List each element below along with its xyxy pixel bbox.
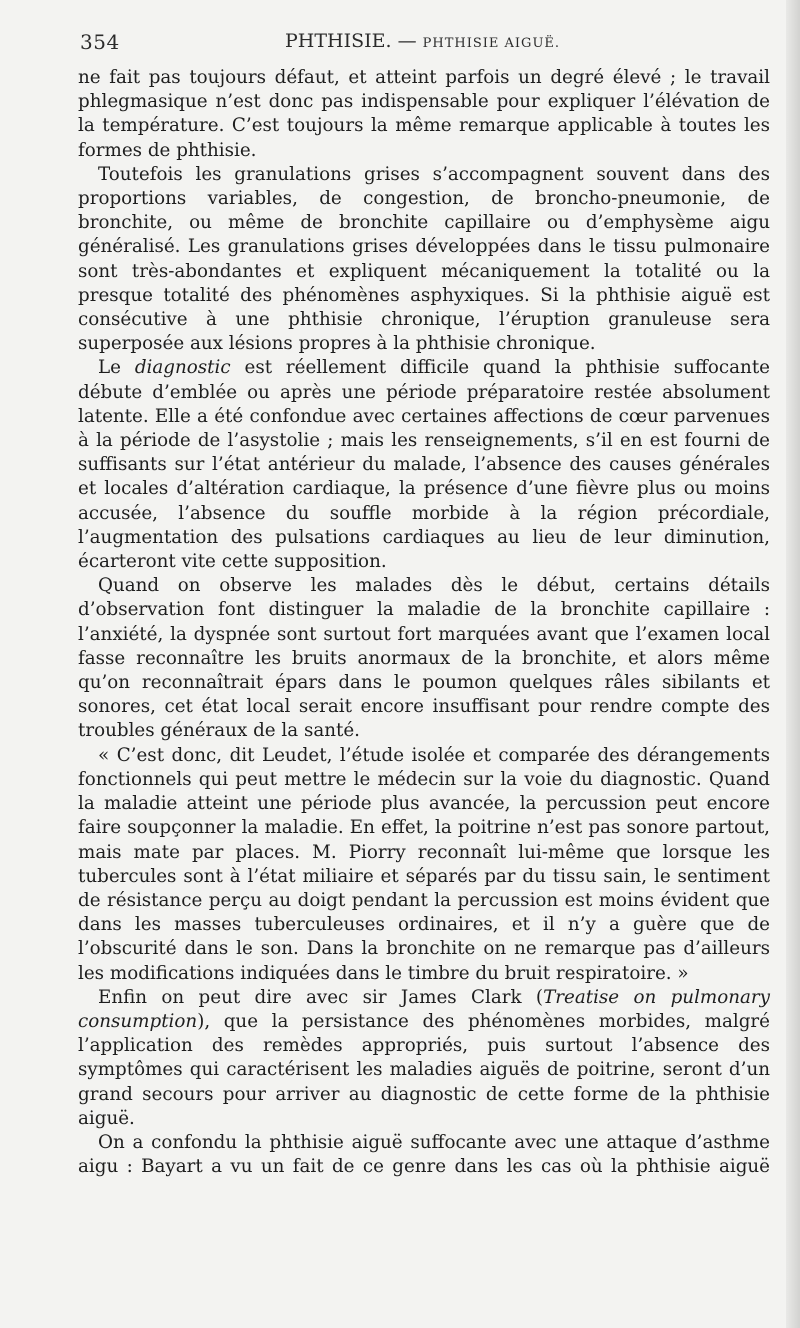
paragraph bbox=[78, 356, 770, 574]
text-run: On a confondu la phthisie aiguë suffocante avec une attaque d’asthme aigu : Bayart a vu un fait de ce genre dans les cas où la phthisie aiguë bbox=[78, 1131, 770, 1178]
running-subtitle: PHTHISIE AIGUË. bbox=[422, 36, 561, 51]
page-header bbox=[80, 30, 770, 58]
running-title: PHTHISIE. bbox=[285, 30, 392, 52]
text-run: Le bbox=[98, 357, 135, 379]
text-run: « C’est donc, dit Leudet, l’étude isolée et comparée des dérangements fonctionnels qui peut mettre le médecin sur la voie du diagnostic. Quand la maladie atteint une période plus avancée, la percussion peut encore faire soupçonner la maladie. En effet, la poitrine n’est pas sonore partout, mais mate par places. M. Piorry reconnaît lui-même que lorsque les tubercules sont à l’état miliaire et séparés par du tissu sain, le sentiment de résistance perçu au doigt pendant la percussion est moins évident que dans les masses tuberculeuses ordinaires, et il n’y a guère que de l’obscurité dans le son. Dans la bronchite on ne remarque pas d’ailleurs les modifications indiquées dans le timbre du bruit respiratoire. » bbox=[78, 744, 770, 984]
running-dash: — bbox=[391, 30, 423, 52]
running-head bbox=[285, 30, 560, 52]
page-number: 354 bbox=[80, 30, 120, 54]
text-run: est réellement difficile quand la phthisie suffocante débute d’emblée ou après une période préparatoire restée absolument latente. Elle a été confondue avec certaines affections de cœur parvenues à la période de l’asystolie ; mais les renseignements, s’il en est fourni de suffisants sur l’état antérieur du malade, l’absence des causes générales et locales d’altération cardiaque, la présence d’une fièvre plus ou moins accusée, l’absence du souffle morbide à la région précordiale, l’augmentation des pulsations cardiaques au lieu de leur diminution, écarteront vite cette supposition. bbox=[78, 357, 770, 573]
body-text bbox=[78, 66, 770, 1179]
text-run: Toutefois les granulations grises s’accompagnent souvent dans des proportions variables, de congestion, de broncho-pneumonie, de bronchite, ou même de bronchite capillaire ou d’emphysème aigu généralisé. Les granulations grises développées dans le tissu pulmonaire sont très-abondantes et expliquent mécaniquement la totalité ou la presque totalité des phénomènes asphyxiques. Si la phthisie aiguë est consécutive à une phthisie chronique, l’éruption granuleuse sera superposée aux lésions propres à la phthisie chronique. bbox=[78, 163, 770, 355]
paragraph bbox=[78, 66, 770, 163]
paragraph bbox=[78, 1131, 770, 1179]
text-run: ne fait pas toujours défaut, et atteint parfois un degré élevé ; le travail phlegmasique n’est donc pas indispensable pour expliquer l’élévation de la température. C’est toujours la même remarque applicable à toutes les formes de phthisie. bbox=[78, 67, 770, 161]
paragraph bbox=[78, 986, 770, 1131]
italic-text: Treatise on pulmonary consumption bbox=[78, 986, 770, 1032]
text-run: ), que la persistance des phénomènes morbides, malgré l’application des remèdes appropriés, puis surtout l’absence des symptômes qui caractérisent les maladies aiguës de poitrine, seront d’un grand secours pour arriver au diagnostic de cette forme de la phthisie aiguë. bbox=[78, 1010, 770, 1129]
paragraph bbox=[78, 574, 770, 743]
text-run: Quand on observe les malades dès le début, certains détails d’observation font distinguer la maladie de la bronchite capillaire : l’anxiété, la dyspnée sont surtout fort marquées avant que l’examen local fasse reconnaître les bruits anormaux de la bronchite, et alors même qu’on reconnaîtrait épars dans le poumon quelques râles sibilants et sonores, cet état local serait encore insuffisant pour rendre compte des troubles généraux de la santé. bbox=[78, 575, 770, 742]
paragraph bbox=[78, 744, 770, 986]
paragraph bbox=[78, 163, 770, 357]
scan-page-edge bbox=[786, 0, 800, 1328]
text-run: Enfin on peut dire avec sir James Clark ( bbox=[98, 986, 544, 1008]
italic-text: diagnostic bbox=[134, 357, 231, 379]
